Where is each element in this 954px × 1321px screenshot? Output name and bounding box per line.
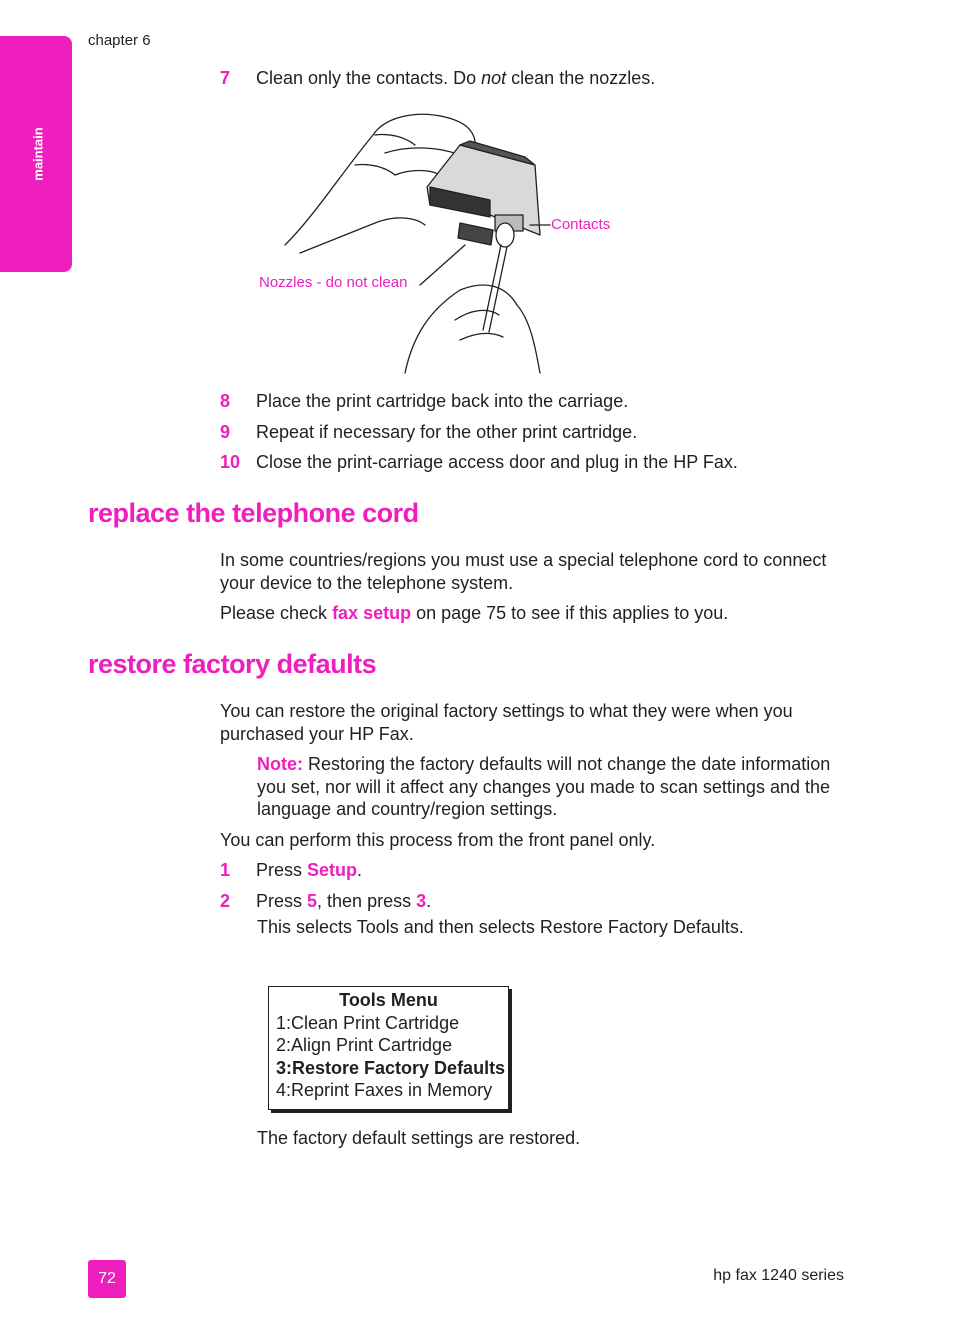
reference-text-post: on page 75 to see if this applies to you. (411, 603, 729, 623)
step-text (256, 890, 431, 912)
section-heading-telephone-cord: replace the telephone cord (88, 498, 419, 528)
step-number: 1 (220, 860, 231, 880)
side-tab-label: maintain (30, 127, 46, 181)
step-text-pre: Press (256, 891, 308, 911)
cartridge-nozzle-plate (458, 223, 493, 245)
step-text (256, 859, 362, 881)
step-text-post: . (357, 860, 363, 880)
step-text: Place the print cartridge back into the carriage. (256, 391, 629, 411)
step-number: 8 (220, 391, 231, 411)
fax-setup-reference (220, 602, 840, 625)
telephone-cord-paragraph: In some countries/regions you must use a special telephone cord to connect your device to the telephone system. (220, 550, 827, 593)
nozzles-leader-line (420, 245, 465, 285)
tools-menu-display (268, 986, 509, 1110)
tools-menu-title: Tools Menu (339, 990, 438, 1010)
step-text-emphasis: not (481, 68, 507, 88)
contacts-label: Contacts (551, 216, 611, 233)
step-text-post: clean the nozzles. (506, 68, 656, 88)
step-number: 9 (220, 422, 231, 442)
note-text: Restoring the factory defaults will not change the date information you set, nor will it affect any changes you made to scan settings and the language and country/region settings. (257, 754, 831, 819)
cartridge-cleaning-illustration (255, 105, 625, 380)
page-number: 72 (88, 1260, 126, 1298)
note-block (257, 753, 837, 821)
fax-setup-link[interactable]: fax setup (332, 603, 412, 623)
step-text (256, 67, 655, 89)
menu-item-reprint-faxes: 4:Reprint Faxes in Memory (276, 1080, 493, 1101)
menu-item-clean-cartridge: 1:Clean Print Cartridge (276, 1012, 460, 1033)
key-5: 5 (307, 891, 318, 911)
swab-tip (496, 223, 514, 247)
lower-hand-finger-line (460, 333, 503, 340)
section-heading-factory-defaults: restore factory defaults (88, 649, 377, 679)
step-number: 2 (220, 891, 231, 911)
footer-product-name: hp fax 1240 series (713, 1267, 844, 1284)
hand-knuckle-line (355, 164, 395, 175)
step-number: 10 (220, 452, 241, 472)
step-text-post: . (426, 891, 432, 911)
step-text: Close the print-carriage access door and plug in the HP Fax. (256, 452, 738, 472)
hand-finger-line (395, 171, 440, 176)
note-label: Note: (257, 754, 303, 774)
step-text-pre: Clean only the contacts. Do (256, 68, 482, 88)
step-2-detail: This selects Tools and then selects Restore Factory Defaults. (257, 917, 744, 937)
lower-hand-outline (405, 285, 540, 373)
front-panel-paragraph: You can perform this process from the front panel only. (220, 830, 656, 850)
hand-knuckle-line (375, 134, 415, 145)
reference-text-pre: Please check (220, 603, 333, 623)
setup-key: Setup (307, 860, 358, 880)
result-paragraph: The factory default settings are restored. (257, 1128, 581, 1148)
step-text-pre: Press (256, 860, 308, 880)
hand-finger-line (385, 148, 460, 155)
chapter-header: chapter 6 (88, 32, 151, 49)
factory-defaults-intro: You can restore the original factory settings to what they were when you purchased your HP Fax. (220, 701, 793, 744)
key-3: 3 (416, 891, 427, 911)
menu-item-restore-defaults: 3:Restore Factory Defaults (276, 1057, 506, 1078)
nozzles-label: Nozzles - do not clean (259, 274, 408, 291)
menu-item-align-cartridge: 2:Align Print Cartridge (276, 1035, 453, 1056)
step-number: 7 (220, 68, 231, 88)
step-text-mid: , then press (317, 891, 417, 911)
hand-finger-line (300, 218, 425, 253)
step-text: Repeat if necessary for the other print cartridge. (256, 422, 638, 442)
